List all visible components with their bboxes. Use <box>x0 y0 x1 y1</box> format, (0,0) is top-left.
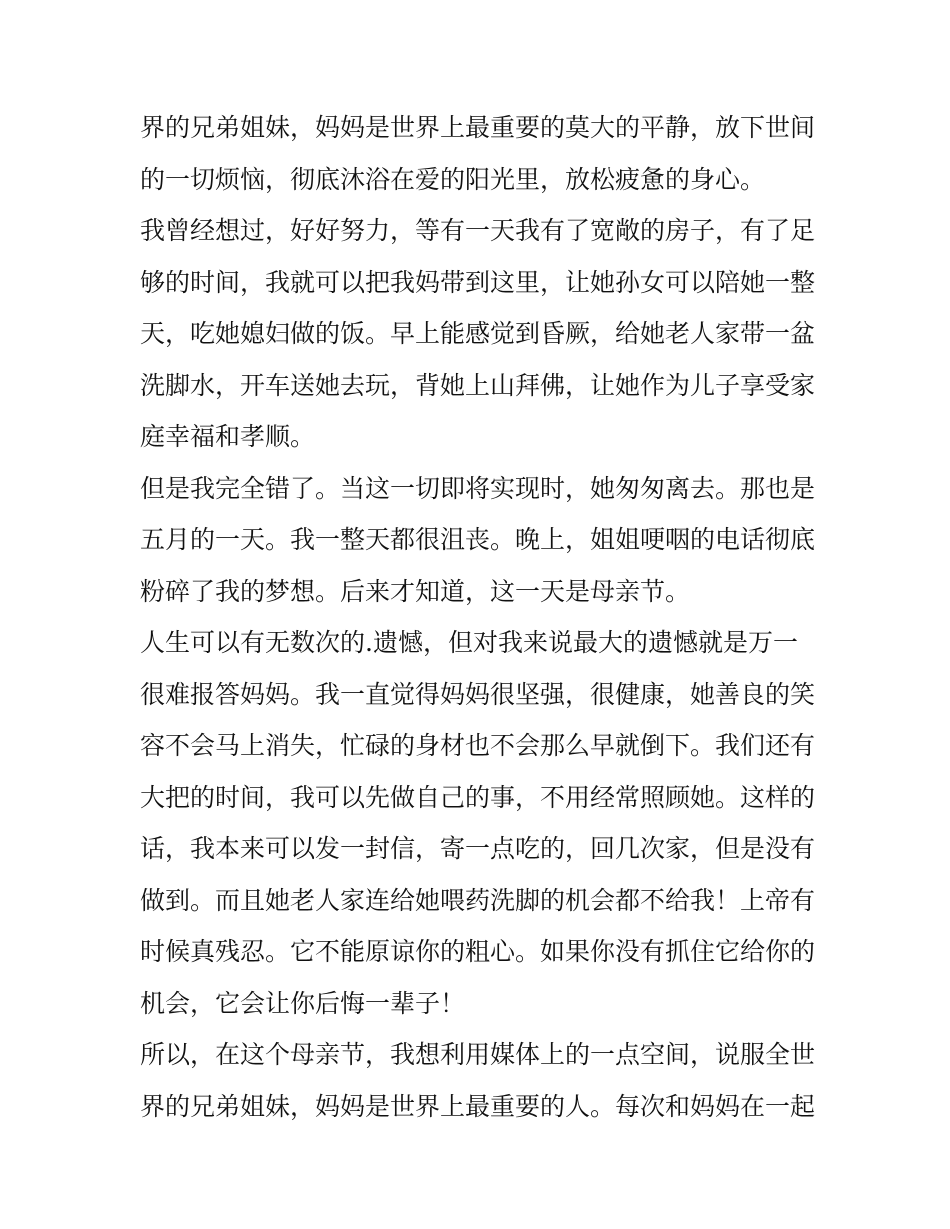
text-line: 机会，它会让你后悔一辈子！ <box>140 988 466 1018</box>
text-line: 但是我完全错了。当这一切即将实现时，她匆匆离去。那也是 <box>140 473 816 503</box>
text-line: 洗脚水，开车送她去玩，背她上山拜佛，让她作为儿子享受家 <box>140 370 816 400</box>
text-line: 时候真残忍。它不能原谅你的粗心。如果你没有抓住它给你的 <box>140 937 816 966</box>
text-line: 五月的一天。我一整天都很沮丧。晚上，姐姐哽咽的电话彻底 <box>140 525 816 554</box>
text-line: 做到。而且她老人家连给她喂药洗脚的机会都不给我！上帝有 <box>140 885 816 915</box>
text-line: 的一切烦恼，彻底沐浴在爱的阳光里，放松疲惫的身心。 <box>140 164 766 194</box>
text-line: 话，我本来可以发一封信，寄一点吃的，回几次家，但是没有 <box>140 834 816 863</box>
text-line: 天，吃她媳妇做的饭。早上能感觉到昏厥，给她老人家带一盆 <box>140 319 816 348</box>
text-line: 界的兄弟姐妹，妈妈是世界上最重要的人。每次和妈妈在一起 <box>140 1091 816 1121</box>
text-line: 庭幸福和孝顺。 <box>140 422 316 451</box>
text-line: 粉碎了我的梦想。后来才知道，这一天是母亲节。 <box>140 576 691 606</box>
text-line: 界的兄弟姐妹，妈妈是世界上最重要的莫大的平静，放下世间 <box>140 113 816 142</box>
text-line: 所以，在这个母亲节，我想利用媒体上的一点空间，说服全世 <box>140 1040 816 1069</box>
text-line: 人生可以有无数次的.遗憾，但对我来说最大的遗憾就是万一 <box>140 628 798 657</box>
document-body <box>140 102 820 1132</box>
text-line: 我曾经想过，好好努力，等有一天我有了宽敞的房子，有了足 <box>140 216 816 245</box>
text-line: 容不会马上消失，忙碌的身材也不会那么早就倒下。我们还有 <box>140 731 816 760</box>
text-line: 大把的时间，我可以先做自己的事，不用经常照顾她。这样的 <box>140 782 816 812</box>
text-line: 很难报答妈妈。我一直觉得妈妈很坚强，很健康，她善良的笑 <box>140 679 816 709</box>
text-line: 够的时间，我就可以把我妈带到这里，让她孙女可以陪她一整 <box>140 267 816 297</box>
